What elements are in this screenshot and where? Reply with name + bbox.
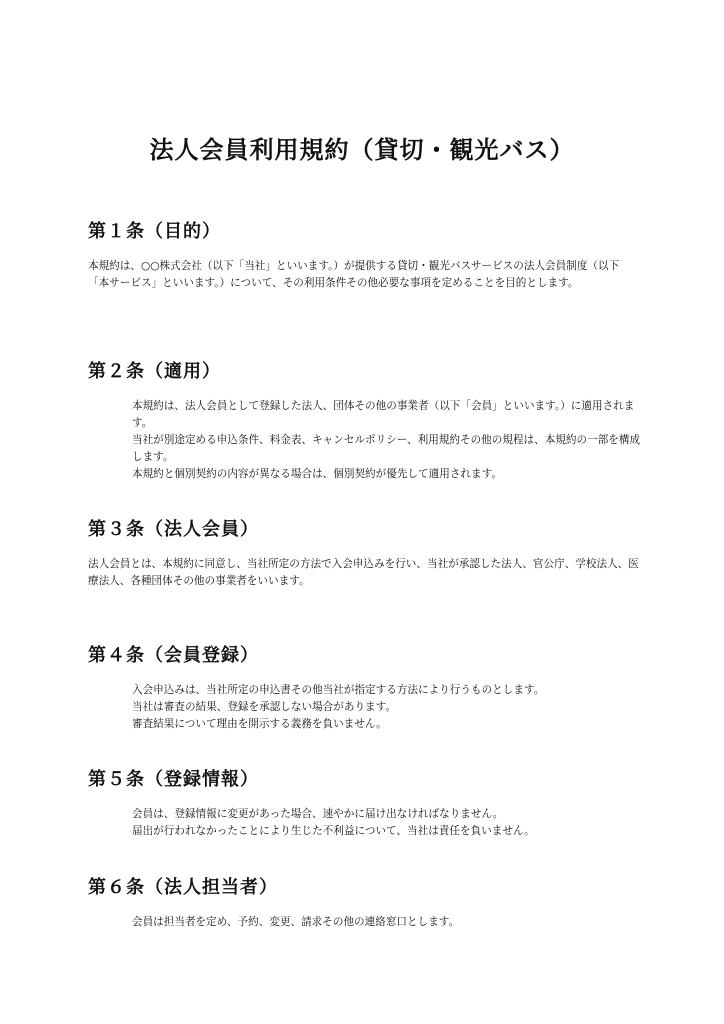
article-6 — [88, 876, 648, 931]
article-5 — [88, 768, 648, 840]
article-heading: 第６条（法人担当者） — [88, 877, 278, 898]
article-body — [88, 682, 642, 733]
article-heading: 第５条（登録情報） — [88, 769, 259, 790]
article-paragraph: 本規約は、法人会員として登録した法人、団体その他の事業者（以下「会員」といいます。）に適用されます。 — [132, 400, 635, 429]
article-paragraph: 会員は担当者を定め、予約、変更、請求その他の連絡窓口とします。 — [132, 916, 460, 928]
document-title: 法人会員利用規約（貸切・観光バス） — [149, 136, 575, 165]
article-body — [88, 806, 642, 840]
article-paragraph: 当社が別途定める申込条件、料金表、キャンセルポリシー、利用規約その他の規程は、本規約の一部を構成します。 — [132, 434, 641, 463]
article-body — [88, 258, 636, 292]
article-body — [88, 398, 642, 483]
article-4 — [88, 644, 648, 733]
article-heading: 第３条（法人会員） — [88, 519, 259, 540]
article-heading: 第１条（目的） — [88, 221, 221, 242]
article-heading: 第４条（会員登録） — [88, 645, 259, 666]
article-paragraph: 会員は、登録情報に変更があった場合、速やかに届け出なければなりません。 — [132, 808, 504, 820]
article-paragraph: 届出が行われなかったことにより生じた不利益について、当社は責任を負いません。 — [132, 825, 535, 837]
article-paragraph: 審査結果について理由を開示する義務を負いません。 — [132, 718, 387, 730]
article-paragraph: 本規約は、○○株式会社（以下「当社」といいます。）が提供する貸切・観光バスサービスの法人会員制度（以下「本サービス」といいます。）について、その利用条件その他必要な事項を定めることを目的とします。 — [88, 260, 620, 289]
article-body — [88, 914, 642, 931]
article-3 — [88, 518, 648, 590]
article-paragraph: 当社は審査の結果、登録を承認しない場合があります。 — [132, 701, 396, 713]
article-1 — [88, 220, 648, 292]
article-paragraph: 入会申込みは、当社所定の申込書その他当社が指定する方法により行うものとします。 — [132, 684, 545, 696]
article-heading: 第２条（適用） — [88, 361, 221, 382]
article-body — [88, 556, 648, 590]
article-paragraph: 本規約と個別契約の内容が異なる場合は、個別契約が優先して適用されます。 — [132, 468, 502, 480]
article-paragraph: 法人会員とは、本規約に同意し、当社所定の方法で入会申込みを行い、当社が承認した法人、官公庁、学校法人、医療法人、各種団体その他の事業者をいいます。 — [88, 558, 639, 587]
article-2 — [88, 360, 648, 483]
